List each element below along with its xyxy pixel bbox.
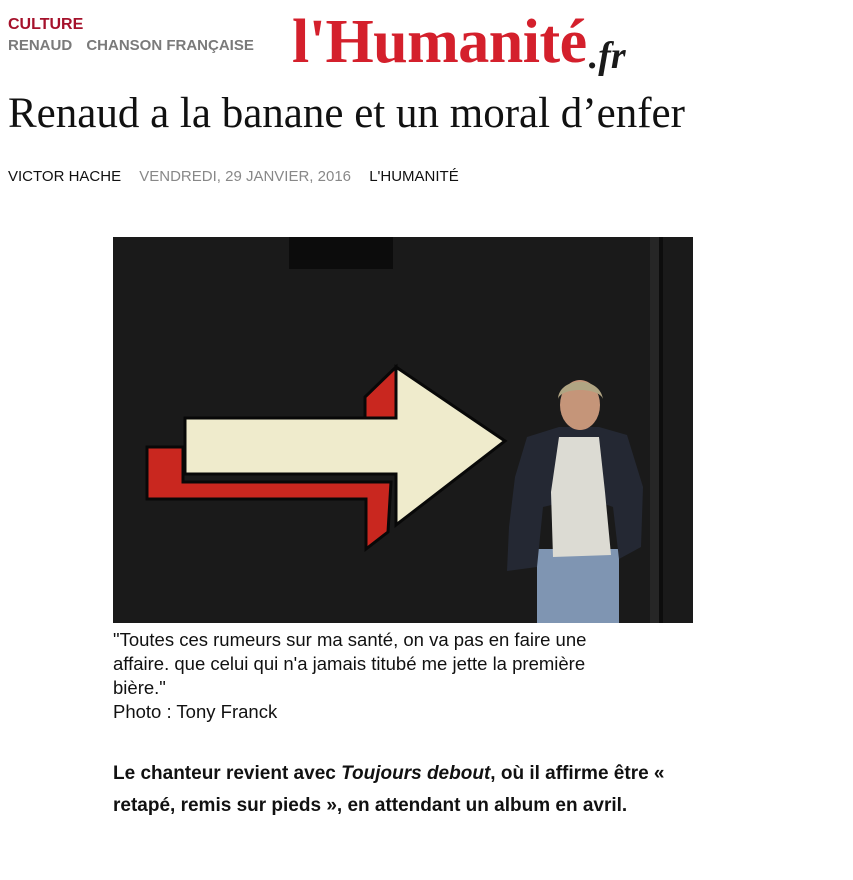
photo-caption — [113, 628, 693, 724]
tag-link-chanson[interactable]: CHANSON FRANÇAISE — [86, 37, 254, 54]
logo-wordmark: l'Humanité — [292, 8, 587, 76]
article-lead — [113, 758, 713, 822]
author-name[interactable]: VICTOR HACHE — [8, 168, 122, 185]
lead-text-before: Le chanteur revient avec — [113, 763, 342, 784]
publish-date: VENDREDI, 29 JANVIER, 2016 — [139, 168, 352, 185]
site-logo[interactable] — [292, 4, 626, 80]
tag-link-renaud[interactable]: RENAUD — [8, 37, 73, 54]
caption-line: affaire. que celui qui n'a jamais titubé me jette la première — [113, 653, 586, 674]
lead-emphasis: Toujours debout — [341, 763, 491, 784]
section-label[interactable]: CULTURE — [8, 16, 84, 33]
source-name: L'HUMANITÉ — [369, 168, 459, 185]
lead-text-after: , où il affirme être « retapé, remis sur pieds », en attendant un album en avril. — [113, 763, 665, 816]
logo-suffix: .fr — [588, 35, 626, 77]
tag-list — [8, 36, 264, 56]
byline — [8, 167, 459, 187]
article-photo — [113, 237, 693, 623]
article-title: Renaud a la banane et un moral d’enfer — [8, 90, 685, 137]
photo-credit: Photo : Tony Franck — [113, 701, 278, 722]
caption-line: "Toutes ces rumeurs sur ma santé, on va pas en faire une — [113, 629, 587, 650]
caption-line: bière." — [113, 677, 166, 698]
